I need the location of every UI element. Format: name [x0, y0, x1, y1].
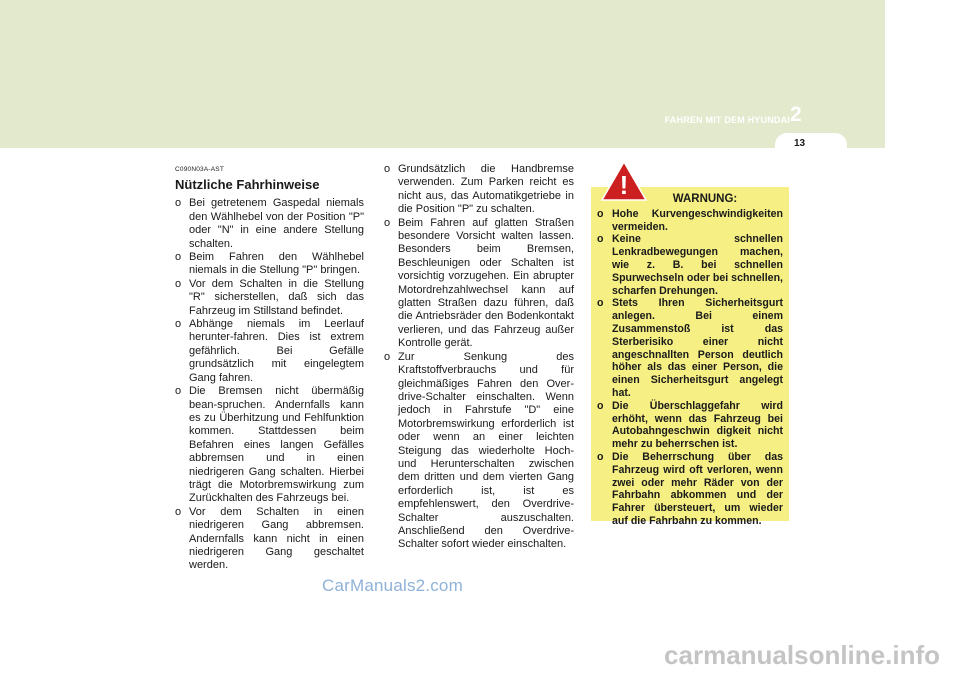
list-item: o Hohe Kurvengeschwindigkeiten vermeiden. — [597, 208, 783, 234]
list-item: o Vor dem Schalten in einen niedrigeren Gang abbremsen. Andernfalls kann nicht in einen niedrigeren Gang geschaltet werden. — [175, 506, 364, 573]
chapter-number: 2 — [790, 103, 802, 126]
page-number-tab — [775, 133, 847, 157]
list-item: o Die Bremsen nicht übermäßig bean-spruchen. Andernfalls kann es zu Überhitzung und Fehlfunktion kommen. Stattdessen beim Befahren eines langen Gefälles abbremsen und in einen niedrigeren Gang schalten. Hierbei trägt die Motorbremswirkung zum Zurückhalten des Fahrzeugs bei. — [175, 385, 364, 506]
warning-exclamation: ! — [619, 170, 629, 200]
list-item: o Die Überschlaggefahr wird erhöht, wenn das Fahrzeug bei Autobahngeschwin digkeit nicht mehr zu beherrschen ist. — [597, 400, 783, 451]
page-number: 13 — [794, 138, 806, 149]
carmanuals-watermark: CarManuals2.com — [322, 576, 463, 595]
tips-list-middle — [384, 163, 574, 552]
column-left — [175, 163, 364, 573]
list-item: o Zur Senkung des Kraftstoffverbrauchs und für gleichmäßiges Fahren den Over-drive-Schalter einschalten. Wenn jedoch in Fahrstufe "D" eine Motorbremswirkung erforderlich ist oder wenn an einer leichten Steigung das wiederholte Hoch- und Herunterschalten zwischen dem dritten und dem vierten Gang erforderlich ist, ist es empfehlenswert, den Overdrive-Schalter auszuschalten. Anschließend den Overdrive-Schalter sofort wieder einschalten. — [384, 351, 574, 552]
warning-box — [591, 187, 789, 527]
list-item: o Vor dem Schalten in die Stellung "R" sicherstellen, daß sich das Fahrzeug im Stillstand befindet. — [175, 278, 364, 318]
section-title: Nützliche Fahrhinweise — [175, 177, 320, 193]
list-item: o Beim Fahren auf glatten Straßen besondere Vorsicht walten lassen. Besonders beim Bremsen, Beschleunigen oder Schalten ist vorsichtig vorzugehen. Ein abrupter Motordrehzahlwechsel kann auf glatten Straßen dazu führen, daß die Antriebsräder den Bodenkontakt verlieren, und das Fahrzeug außer Kontrolle gerät. — [384, 217, 574, 351]
list-item: o Abhänge niemals im Leerlauf herunter-fahren. Dies ist extrem gefährlich. Bei Gefälle grundsätzlich mit eingelegtem Gang fahren. — [175, 318, 364, 385]
column-middle — [384, 163, 574, 552]
chapter-title: FAHREN MIT DEM HYUNDAI — [664, 115, 790, 125]
list-item: o Grundsätzlich die Handbremse verwenden. Zum Parken reicht es nicht aus, das Automatikgetriebe in die Position "P" zu schalten. — [384, 163, 574, 217]
list-item: o Beim Fahren den Wählhebel niemals in die Stellung "P" bringen. — [175, 251, 364, 278]
warning-list — [597, 208, 783, 528]
footer-watermark: carmanualsonline.info — [664, 640, 940, 670]
list-item: o Die Beherrschung über das Fahrzeug wird oft verloren, wenn zwei oder mehr Räder von der Fahrbahn abkommen und der Fahrer übersteuert, um wieder auf die Fahrbahn zu kommen. — [597, 451, 783, 528]
section-code: C090N03A-AST — [175, 166, 225, 173]
header-band — [0, 0, 885, 148]
tips-list-left — [175, 197, 364, 572]
warning-title: WARNUNG: — [672, 193, 738, 205]
list-item: o Keine schnellen Lenkradbewegungen machen, wie z. B. bei schnellen Spurwechseln oder bei schnellen, scharfen Drehungen. — [597, 233, 783, 297]
list-item: o Bei getretenem Gaspedal niemals den Wählhebel von der Position "P" oder "N" in eine andere Stellung schalten. — [175, 197, 364, 251]
list-item: o Stets Ihren Sicherheitsgurt anlegen. Bei einem Zusammenstoß ist das Sterberisiko einer nicht angeschnallten Person deutlich höher als das einer Person, die einen Sicherheitsgurt angelegt hat. — [597, 297, 783, 399]
warning-triangle-icon — [600, 160, 648, 202]
